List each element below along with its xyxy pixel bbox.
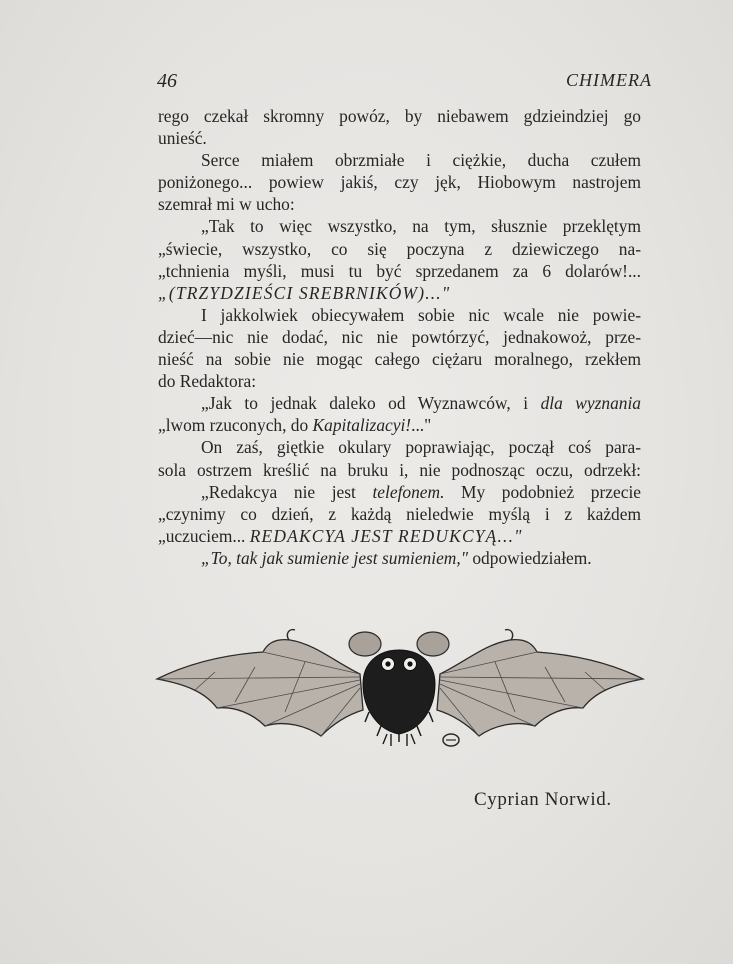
text-line <box>158 392 641 414</box>
text-line: On zaś, giętkie okulary poprawiając, począł coś para- <box>201 437 641 458</box>
text-line: unieść. <box>158 128 207 149</box>
text-run: „uczuciem... <box>158 525 250 546</box>
bat-left-wing <box>157 640 363 736</box>
text-line: „(TRZYDZIEŚCI SREBRNIKÓW)..." <box>158 282 451 303</box>
text-run: „lwom rzuconych, do <box>158 415 313 436</box>
text-line: rego czekał skromny powóz, by niebawem gdzieindziej go <box>158 106 641 126</box>
text-run: odpowiedziałem. <box>468 547 592 568</box>
italic-run: REDAKCYA JEST REDUKCYĄ..." <box>249 525 523 546</box>
text-line: Serce miałem obrzmiałe i ciężkie, ducha czułem <box>201 150 641 171</box>
running-head <box>157 70 652 94</box>
text-line: dzieć—nic nie dodać, nic nie powtórzyć, jednakowoż, prze- <box>158 326 641 347</box>
text-line <box>158 481 641 503</box>
bat-body <box>363 650 435 734</box>
text-line: „świecie, wszystko, co się poczyna z dziewiczego na- <box>158 238 641 259</box>
bat-right-ear <box>417 632 449 656</box>
italic-run: telefonem. <box>372 481 445 502</box>
text-line <box>158 414 641 436</box>
journal-title: CHIMERA <box>566 70 652 90</box>
text-run: „Jak to jednak daleko od Wyznawców, i <box>201 393 541 414</box>
text-line: nieść na sobie nie mogąc całego ciężaru moralnego, rzekłem <box>158 349 641 370</box>
text-run: My podobnież przecie <box>444 481 641 502</box>
text-line: „czynimy co dzień, z każdą nieledwie myślą i z każdem <box>158 503 641 524</box>
bat-right-wing <box>437 640 643 736</box>
italic-run: Kapitalizacyi! <box>312 415 412 436</box>
italic-run: dla wyznania <box>540 393 641 414</box>
bat-left-ear <box>349 632 381 656</box>
text-line: do Redaktora: <box>158 371 257 392</box>
text-run: ..." <box>411 415 432 436</box>
text-line: poniżonego... powiew jakiś, czy jęk, Hiobowym nastrojem <box>158 172 641 193</box>
text-line: szemrał mi w ucho: <box>158 194 295 215</box>
text-line: sola ostrzem kreślić na bruku i, nie podnosząc oczu, odrzekł: <box>158 459 641 480</box>
text-line: „Tak to więc wszystko, na tym, słusznie przeklętym <box>201 216 641 237</box>
italic-run: „To, tak jak sumienie jest sumieniem," <box>201 547 469 568</box>
body-text <box>158 105 641 569</box>
text-line: I jakkolwiek obiecywałem sobie nic wcale nie powie- <box>201 304 641 325</box>
text-line <box>158 525 641 547</box>
bat-illustration-icon <box>155 622 645 752</box>
text-line <box>158 547 641 569</box>
text-line: „tchnienia myśli, musi tu być sprzedanem za 6 dolarów!... <box>158 260 641 281</box>
text-run: „Redakcya nie jest <box>201 481 373 502</box>
author-signature: Cyprian Norwid. <box>474 789 612 810</box>
page-number: 46 <box>157 70 177 92</box>
